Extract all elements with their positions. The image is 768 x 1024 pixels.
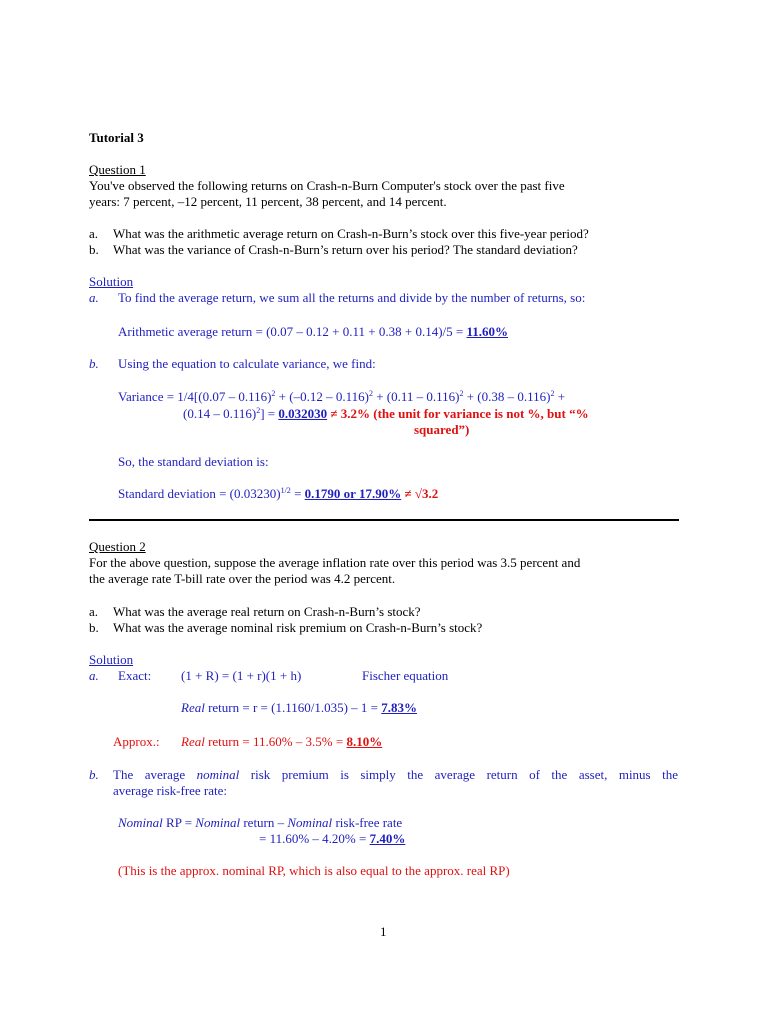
nominal-risk-premium-text-line-1 (113, 767, 678, 783)
question-2-part-a-text: What was the average real return on Crash-n-Burn’s stock? (113, 604, 421, 619)
variance-unit-note: ≠ 3.2% (the unit for variance is not %, but “% (327, 406, 589, 421)
exact-label: Exact: (118, 668, 152, 683)
variance-close: ] = (260, 406, 279, 421)
real-return-approx-expression: return = 11.60% – 3.5% = (204, 734, 347, 749)
question-1-part-a-label: a. (89, 226, 99, 241)
standard-deviation-note: ≠ √3.2 (401, 486, 439, 501)
standard-deviation-intro: So, the standard deviation is: (118, 454, 269, 469)
question-1-text-line-2: years: 7 percent, –12 percent, 11 percent, 38 percent, and 14 percent. (89, 194, 447, 209)
standard-deviation-formula (118, 486, 438, 502)
question-1-heading: Question 1 (89, 162, 146, 177)
question-2-part-a-label: a. (89, 604, 99, 619)
question-1-part-b-text: What was the variance of Crash-n-Burn’s return over his period? The standard deviation? (113, 242, 578, 257)
text-segment: risk premium is simply the average return of the asset, minus the (250, 767, 678, 782)
exponent: 1/2 (280, 486, 291, 495)
real-return-exact (181, 700, 417, 716)
nominal-rp-calculation (259, 831, 405, 847)
variance-term-2: + (–0.12 – 0.116) (275, 389, 369, 404)
fischer-formula: (1 + R) = (1 + r)(1 + h) (181, 668, 302, 683)
approx-rp-note: (This is the approx. nominal RP, which is also equal to the approx. real RP) (118, 863, 510, 878)
nominal-risk-premium-text-line-2: average risk-free rate: (113, 783, 228, 798)
section-divider (89, 519, 679, 521)
approx-label: Approx.: (113, 734, 160, 749)
exponent: 2 (271, 389, 276, 398)
variance-result: 0.032030 (278, 406, 328, 421)
standard-deviation-result: 0.1790 or 17.90% (304, 486, 402, 501)
question-2-heading: Question 2 (89, 539, 146, 554)
question-2-text-line-2: the average rate T-bill rate over the period was 4.2 percent. (89, 571, 396, 586)
variance-term-5: (0.14 – 0.116) (183, 406, 257, 421)
standard-deviation-expression: Standard deviation = (0.03230) (118, 486, 281, 501)
solution-1-part-a-label: a. (89, 290, 99, 305)
fischer-equation-label: Fischer equation (362, 668, 449, 683)
page-number: 1 (380, 924, 387, 939)
rp-calculation-expression: = 11.60% – 4.20% = (259, 831, 370, 846)
exponent: 2 (550, 389, 555, 398)
variance-formula-line-2 (183, 406, 589, 422)
solution-2-part-b-label: b. (89, 767, 99, 782)
real-return-approx-result: 8.10% (346, 734, 383, 749)
question-2-text-line-1: For the above question, suppose the average inflation rate over this period was 3.5 percent and (89, 555, 581, 570)
tutorial-title: Tutorial 3 (89, 130, 144, 145)
variance-term-1: Variance = 1/4[(0.07 – 0.116) (118, 389, 272, 404)
nominal-word: Nominal (195, 815, 241, 830)
variance-term-3: + (0.11 – 0.116) (372, 389, 460, 404)
solution-1-part-a-text: To find the average return, we sum all the returns and divide by the number of returns, so: (118, 290, 586, 305)
solution-1-part-b-label: b. (89, 356, 99, 371)
nominal-word: Nominal (287, 815, 333, 830)
question-1-text-line-1: You've observed the following returns on Crash-n-Burn Computer's stock over the past five (89, 178, 565, 193)
real-word: Real (181, 734, 205, 749)
question-2-solution-heading: Solution (89, 652, 134, 667)
question-2-part-b-label: b. (89, 620, 99, 635)
variance-formula-line-1 (118, 389, 565, 405)
question-1-part-b-label: b. (89, 242, 99, 257)
real-word: Real (181, 700, 205, 715)
nominal-word: nominal (196, 767, 240, 782)
rp-expression-part: risk-free rate (332, 815, 403, 830)
question-2-part-b-text: What was the average nominal risk premium on Crash-n-Burn’s stock? (113, 620, 483, 635)
real-return-approx (181, 734, 382, 750)
text-segment: The average (113, 767, 197, 782)
exponent: 2 (256, 406, 261, 415)
equals: = (290, 486, 305, 501)
variance-plus: + (554, 389, 566, 404)
average-return-formula (118, 324, 508, 340)
variance-unit-note-continued: squared”) (414, 422, 470, 437)
solution-2-part-a-label: a. (89, 668, 99, 683)
exponent: 2 (368, 389, 373, 398)
rp-expression-part: return – (240, 815, 288, 830)
question-1-solution-heading: Solution (89, 274, 134, 289)
nominal-rp-formula (118, 815, 402, 831)
real-return-exact-expression: return = r = (1.1160/1.035) – 1 = (204, 700, 382, 715)
question-1-part-a-text: What was the arithmetic average return on Crash-n-Burn’s stock over this five-year period? (113, 226, 589, 241)
variance-term-4: + (0.38 – 0.116) (463, 389, 551, 404)
real-return-exact-result: 7.83% (381, 700, 417, 715)
nominal-rp-result: 7.40% (369, 831, 406, 846)
average-return-expression: Arithmetic average return = (0.07 – 0.12 + 0.11 + 0.38 + 0.14)/5 = (118, 324, 467, 339)
nominal-word: Nominal (118, 815, 163, 830)
solution-1-part-b-text: Using the equation to calculate variance, we find: (118, 356, 376, 371)
exponent: 2 (459, 389, 464, 398)
rp-expression-part: RP = (162, 815, 196, 830)
average-return-result: 11.60% (466, 324, 509, 339)
